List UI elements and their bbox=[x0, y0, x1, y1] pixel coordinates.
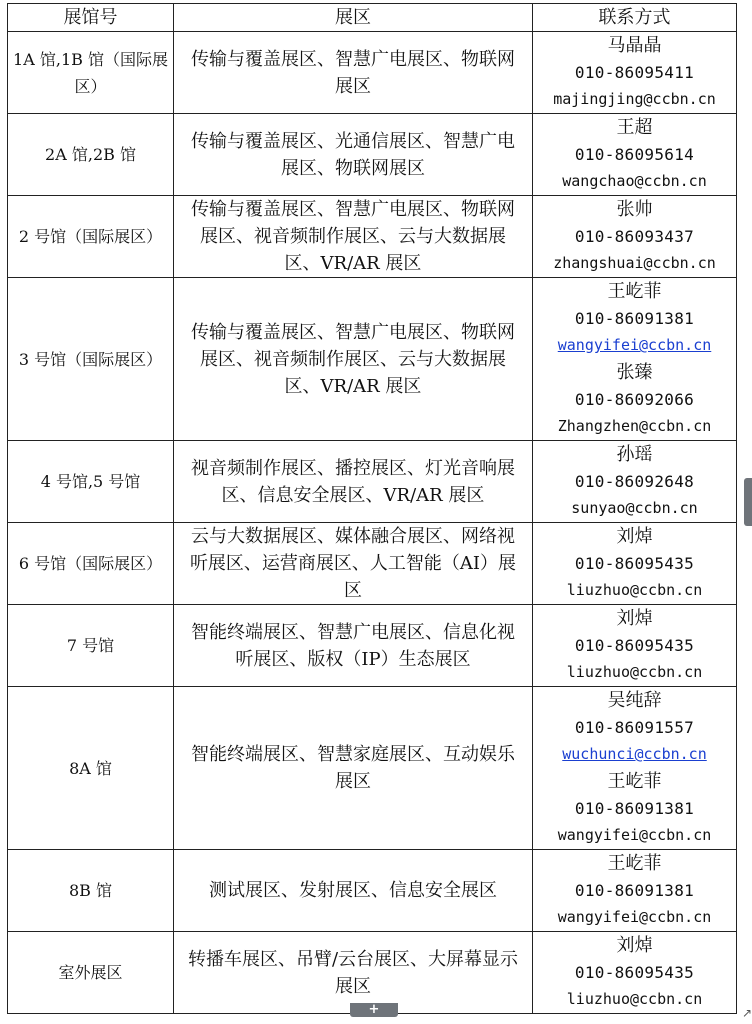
contact-cell bbox=[533, 850, 737, 932]
area-cell: 传输与覆盖展区、智慧广电展区、物联网展区、视音频制作展区、云与大数据展区、VR/AR 展区 bbox=[174, 196, 533, 278]
area-cell: 转播车展区、吊臂/云台展区、大屏幕显示展区 bbox=[174, 932, 533, 1014]
contact-name: 王超 bbox=[616, 117, 653, 138]
table-row bbox=[8, 605, 737, 687]
contact-phone: 010-86091381 bbox=[574, 309, 695, 328]
contact-email: wangchao@ccbn.cn bbox=[562, 172, 707, 190]
hall-cell: 室外展区 bbox=[8, 932, 174, 1014]
contact-name: 张臻 bbox=[616, 362, 653, 383]
area-cell: 智能终端展区、智慧家庭展区、互动娱乐展区 bbox=[174, 687, 533, 850]
contact-name: 刘焯 bbox=[616, 608, 653, 629]
area-cell: 传输与覆盖展区、智慧广电展区、物联网展区 bbox=[174, 32, 533, 114]
contact-phone: 010-86095411 bbox=[574, 63, 695, 82]
contact-phone: 010-86093437 bbox=[574, 227, 695, 246]
hall-cell: 2A 馆,2B 馆 bbox=[8, 114, 174, 196]
contact-name: 王屹菲 bbox=[607, 771, 662, 792]
contact-cell bbox=[533, 278, 737, 441]
corner-arrow-icon: ↗ bbox=[742, 1006, 752, 1020]
contact-name: 张帅 bbox=[616, 199, 653, 220]
contact-cell bbox=[533, 932, 737, 1014]
exhibition-contact-table bbox=[7, 3, 737, 1014]
hall-cell: 8A 馆 bbox=[8, 687, 174, 850]
table-row bbox=[8, 114, 737, 196]
contact-phone: 010-86091381 bbox=[574, 799, 695, 818]
hall-cell: 1A 馆,1B 馆（国际展区） bbox=[8, 32, 174, 114]
contact-email-link[interactable]: wuchunci@ccbn.cn bbox=[562, 745, 707, 763]
contact-phone: 010-86095614 bbox=[574, 145, 695, 164]
contact-phone: 010-86095435 bbox=[574, 963, 695, 982]
hall-cell: 4 号馆,5 号馆 bbox=[8, 441, 174, 523]
contact-phone: 010-86091381 bbox=[574, 881, 695, 900]
hall-cell: 3 号馆（国际展区） bbox=[8, 278, 174, 441]
hall-cell: 6 号馆（国际展区） bbox=[8, 523, 174, 605]
contact-cell bbox=[533, 441, 737, 523]
area-cell: 传输与覆盖展区、光通信展区、智慧广电展区、物联网展区 bbox=[174, 114, 533, 196]
contact-phone: 010-86095435 bbox=[574, 554, 695, 573]
area-cell: 云与大数据展区、媒体融合展区、网络视听展区、运营商展区、人工智能（AI）展区 bbox=[174, 523, 533, 605]
contact-phone: 010-86092648 bbox=[574, 472, 695, 491]
area-cell: 智能终端展区、智慧广电展区、信息化视听展区、版权（IP）生态展区 bbox=[174, 605, 533, 687]
hall-cell: 2 号馆（国际展区） bbox=[8, 196, 174, 278]
contact-name: 刘焯 bbox=[616, 935, 653, 956]
table-row bbox=[8, 523, 737, 605]
contact-name: 王屹菲 bbox=[607, 281, 662, 302]
contact-name: 吴纯辞 bbox=[607, 690, 662, 711]
header-hall: 展馆号 bbox=[8, 4, 174, 32]
hall-cell: 8B 馆 bbox=[8, 850, 174, 932]
contact-cell bbox=[533, 605, 737, 687]
contact-cell bbox=[533, 32, 737, 114]
area-cell: 测试展区、发射展区、信息安全展区 bbox=[174, 850, 533, 932]
contact-email: Zhangzhen@ccbn.cn bbox=[557, 417, 712, 435]
table-row bbox=[8, 196, 737, 278]
header-row bbox=[8, 4, 737, 32]
side-tab-icon[interactable] bbox=[744, 478, 752, 526]
contact-cell bbox=[533, 687, 737, 850]
contact-cell bbox=[533, 114, 737, 196]
contact-name: 孙瑶 bbox=[616, 444, 653, 465]
header-area: 展区 bbox=[174, 4, 533, 32]
contact-email: liuzhuo@ccbn.cn bbox=[566, 990, 703, 1008]
hall-cell: 7 号馆 bbox=[8, 605, 174, 687]
expand-handle-icon[interactable]: + bbox=[350, 1003, 398, 1017]
header-contact: 联系方式 bbox=[533, 4, 737, 32]
area-cell: 传输与覆盖展区、智慧广电展区、物联网展区、视音频制作展区、云与大数据展区、VR/AR 展区 bbox=[174, 278, 533, 441]
contact-cell bbox=[533, 196, 737, 278]
contact-email: liuzhuo@ccbn.cn bbox=[566, 663, 703, 681]
contact-name: 王屹菲 bbox=[607, 853, 662, 874]
contact-email: wangyifei@ccbn.cn bbox=[557, 908, 712, 926]
contact-phone: 010-86091557 bbox=[574, 718, 695, 737]
contact-email: majingjing@ccbn.cn bbox=[553, 90, 716, 108]
table-row bbox=[8, 441, 737, 523]
contact-phone: 010-86092066 bbox=[574, 390, 695, 409]
contact-name: 刘焯 bbox=[616, 526, 653, 547]
contact-email: zhangshuai@ccbn.cn bbox=[553, 254, 716, 272]
contact-email: wangyifei@ccbn.cn bbox=[557, 826, 712, 844]
contact-name: 马晶晶 bbox=[607, 35, 662, 56]
contact-phone: 010-86095435 bbox=[574, 636, 695, 655]
area-cell: 视音频制作展区、播控展区、灯光音响展区、信息安全展区、VR/AR 展区 bbox=[174, 441, 533, 523]
table-row bbox=[8, 850, 737, 932]
table-row bbox=[8, 32, 737, 114]
contact-email: liuzhuo@ccbn.cn bbox=[566, 581, 703, 599]
contact-email: sunyao@ccbn.cn bbox=[571, 499, 698, 517]
contact-email-link[interactable]: wangyifei@ccbn.cn bbox=[557, 336, 712, 354]
table-row bbox=[8, 687, 737, 850]
contact-cell bbox=[533, 523, 737, 605]
table-row bbox=[8, 278, 737, 441]
